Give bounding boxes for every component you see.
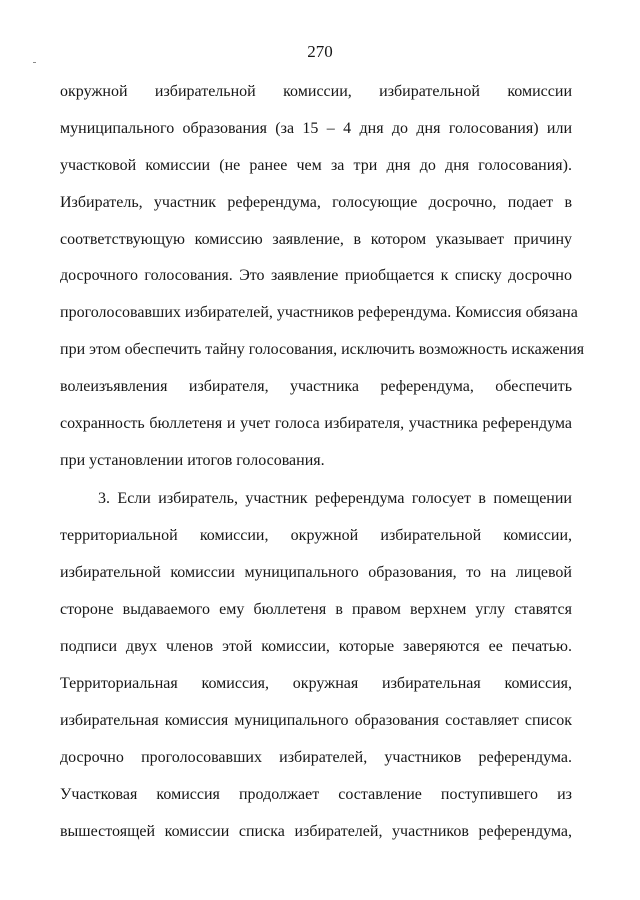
text-line: волеизъявления избирателя, участника референдума, обеспечить xyxy=(60,378,572,395)
text-line: муниципального образования (за 15 – 4 дня до дня голосования) или xyxy=(60,120,572,137)
text-line: при установлении итогов голосования. xyxy=(60,452,325,469)
text-line: Избиратель, участник референдума, голосующие досрочно, подает в xyxy=(60,194,572,211)
text-line: участковой комиссии (не ранее чем за три дня до дня голосования). xyxy=(60,157,572,174)
text-line: стороне выдаваемого ему бюллетеня в правом верхнем углу ставятся xyxy=(60,601,572,618)
text-line: подписи двух членов этой комиссии, которые заверяются ее печатью. xyxy=(60,638,572,655)
text-line: окружной избирательной комиссии, избирательной комиссии xyxy=(60,83,572,100)
margin-mark xyxy=(33,62,36,63)
text-line: досрочного голосования. Это заявление приобщается к списку досрочно xyxy=(60,267,572,284)
text-line: избирательной комиссии муниципального образования, то на лицевой xyxy=(60,564,572,581)
page-number: 270 xyxy=(307,42,333,61)
text-line: при этом обеспечить тайну голосования, исключить возможность искажения xyxy=(60,341,585,358)
text-line: соответствующую комиссию заявление, в котором указывает причину xyxy=(60,231,572,248)
text-line: вышестоящей комиссии списка избирателей, участников референдума, xyxy=(60,823,572,840)
text-line: досрочно проголосовавших избирателей, участников референдума. xyxy=(60,749,572,766)
text-line: Участковая комиссия продолжает составление поступившего из xyxy=(60,786,572,803)
text-line: проголосовавших избирателей, участников референдума. Комиссия обязана xyxy=(60,304,578,321)
text-line: сохранность бюллетеня и учет голоса избирателя, участника референдума xyxy=(60,415,572,432)
text-line: 3. Если избиратель, участник референдума голосует в помещении xyxy=(98,490,572,507)
text-line: Территориальная комиссия, окружная избирательная комиссия, xyxy=(60,675,572,692)
text-line: избирательная комиссия муниципального образования составляет список xyxy=(60,712,572,729)
text-line: территориальной комиссии, окружной избирательной комиссии, xyxy=(60,527,572,544)
